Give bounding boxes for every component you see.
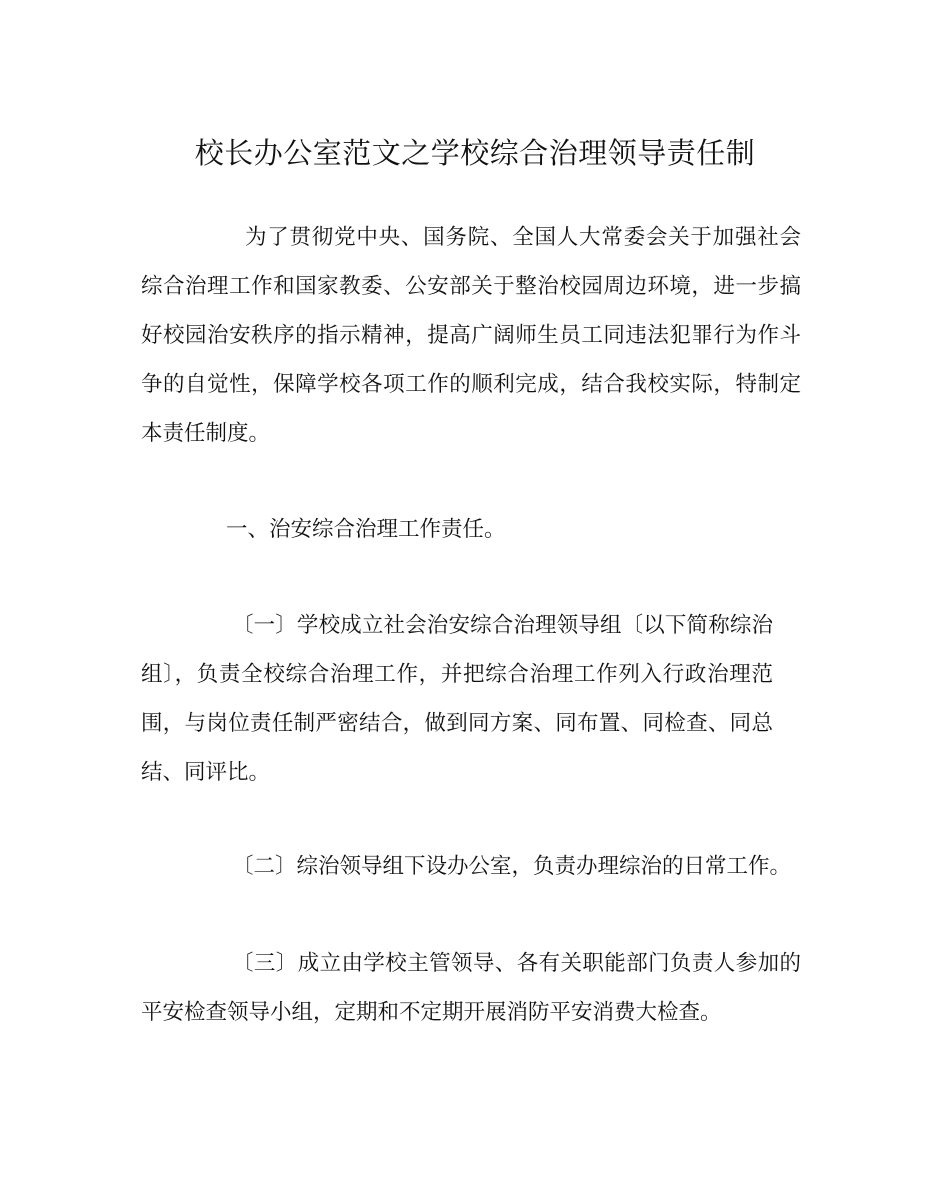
item-3-line-2: 平安检查领导小组，定期和不定期开展消防平安消费大检查。 bbox=[141, 1000, 722, 1025]
item-2-line-1: 〔二〕综治领导组下设办公室，负责办理综治的日常工作。 bbox=[232, 854, 792, 879]
intro-line-1: 为了贯彻党中央、国务院、全国人大常委会关于加强社会 bbox=[245, 225, 801, 250]
intro-line-5: 本责任制度。 bbox=[141, 421, 271, 446]
intro-line-4: 争的自觉性，保障学校各项工作的顺利完成，结合我校实际，特制定 bbox=[141, 372, 801, 397]
intro-line-2: 综合治理工作和国家教委、公安部关于整治校园周边环境，进一步搞 bbox=[141, 274, 801, 299]
section-heading-text: 一、治安综合治理工作责任。 bbox=[226, 517, 506, 542]
intro-paragraph bbox=[141, 213, 801, 458]
item-2-paragraph bbox=[141, 842, 801, 891]
item-3-paragraph bbox=[141, 939, 801, 1037]
section-heading bbox=[141, 505, 886, 554]
document-title: 校长办公室范文之学校综合治理领导责任制 bbox=[194, 136, 756, 170]
item-1-line-2: 组〕，负责全校综合治理工作，并把综合治理工作列入行政治理范 bbox=[141, 662, 773, 687]
intro-line-3: 好校园治安秩序的指示精神，提高广阔师生员工同违法犯罪行为作斗 bbox=[141, 323, 801, 348]
item-1-line-1: 〔一〕学校成立社会治安综合治理领导组〔以下简称综治 bbox=[232, 613, 773, 638]
item-1-line-3: 围，与岗位责任制严密结合，做到同方案、同布置、同检查、同总 bbox=[141, 711, 773, 736]
item-1-paragraph bbox=[141, 601, 773, 797]
item-1-line-4: 结、同评比。 bbox=[141, 760, 271, 785]
item-3-line-1: 〔三〕成立由学校主管领导、各有关职能部门负责人参加的 bbox=[232, 951, 801, 976]
